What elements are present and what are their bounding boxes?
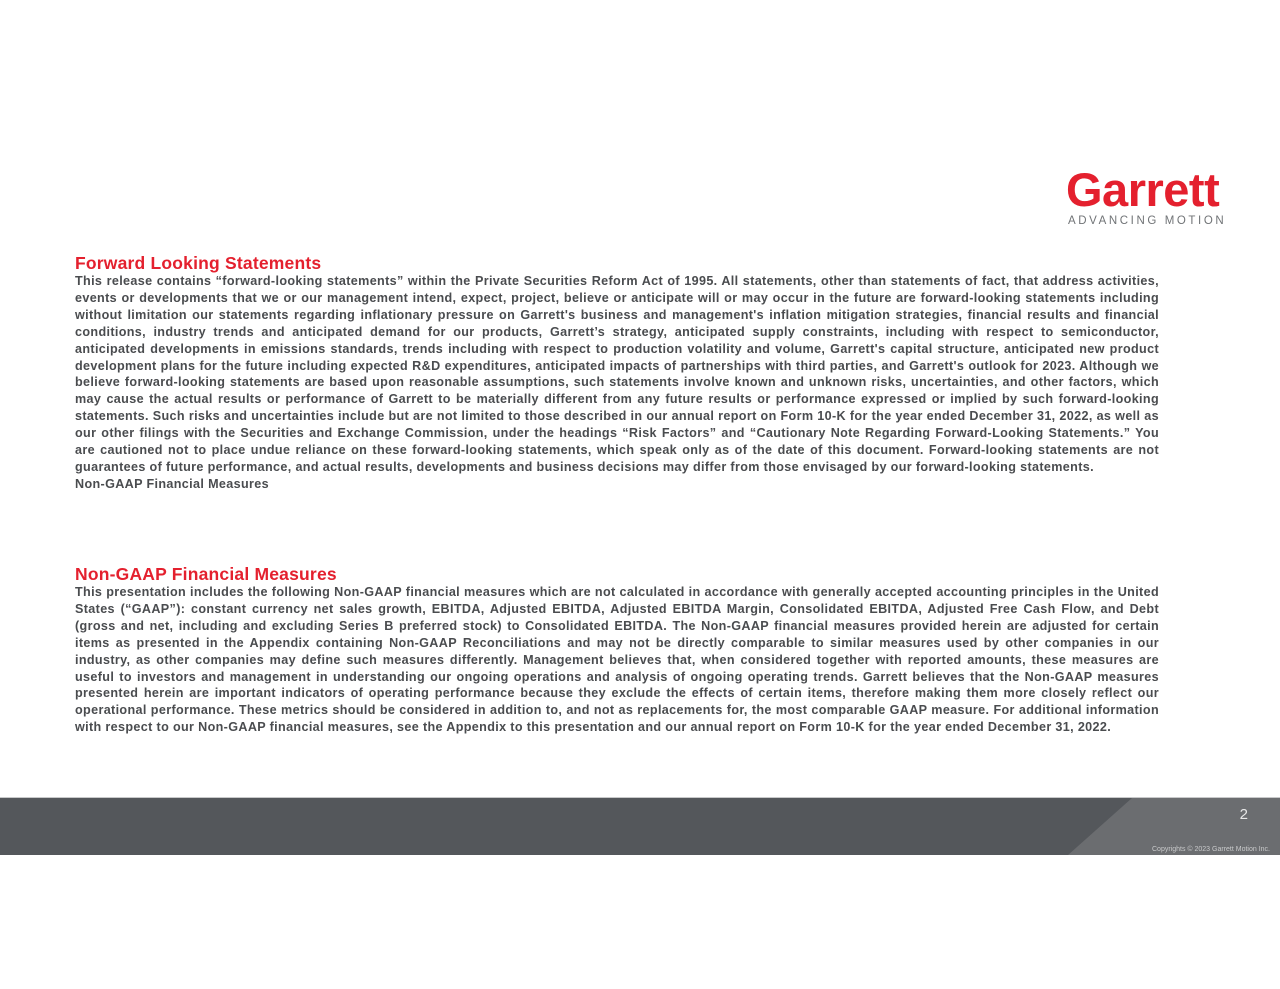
- footer-band: [0, 797, 1280, 855]
- section-body: This presentation includes the following Non-GAAP financial measures which are not calculated in accordance with generally accepted accounting principles in the United States (“GAAP”): constant currency net sales growth, EBITDA, Adjusted EBITDA, Adjusted EBITDA Margin, Consolidated EBITDA, Adjusted Free Cash Flow, and Debt (gross and net, including and excluding Series B preferred stock) to Consolidated EBITDA. The Non-GAAP financial measures provided herein are adjusted for certain items as presented in the Appendix containing Non-GAAP Reconciliations and may not be directly comparable to similar measures used by other companies in our industry, as other companies may define such measures differently. Management believes that, when considered together with reported amounts, these measures are useful to investors and management in understanding our ongoing operations and analysis of ongoing operating trends. Garrett believes that the Non-GAAP measures presented herein are important indicators of operating performance because they exclude the effects of certain items, therefore making them more closely reflect our operational performance. These metrics should be considered in addition to, and not as replacements for, the most comparable GAAP measure. For additional information with respect to our Non-GAAP financial measures, see the Appendix to this presentation and our annual report on Form 10-K for the year ended December 31, 2022.: [75, 585, 1159, 735]
- copyright-notice: Copyrights © 2023 Garrett Motion Inc.: [1152, 846, 1270, 853]
- section-title: Non-GAAP Financial Measures: [75, 564, 337, 584]
- section-subhead: Non-GAAP Financial Measures: [75, 476, 269, 491]
- logo-tagline: ADVANCING MOTION: [1068, 215, 1227, 227]
- forward-looking-statements-section: [75, 253, 1159, 493]
- non-gaap-section: [75, 564, 1159, 736]
- page-number: 2: [1239, 806, 1248, 823]
- garrett-logo: [1066, 163, 1244, 227]
- footer-diagonal-accent: [0, 798, 1280, 855]
- logo-wordmark: Garrett: [1066, 163, 1220, 216]
- section-body: This release contains “forward-looking statements” within the Private Securities Reform Act of 1995. All statements, other than statements of fact, that address activities, events or developments that we or our management intend, expect, project, believe or anticipate will or may occur in the future are forward-looking statements including without limitation our statements regarding inflationary pressure on Garrett's business and management's inflation mitigation strategies, financial results and financial conditions, industry trends and anticipated demand for our products, Garrett’s strategy, anticipated supply constraints, including with respect to semiconductor, anticipated developments in emissions standards, trends including with respect to production volatility and volume, Garrett's capital structure, anticipated new product development plans for the future including expected R&D expenditures, anticipated impacts of partnerships with third parties, and Garrett's outlook for 2023. Although we believe forward-looking statements are based upon reasonable assumptions, such statements involve known and unknown risks, uncertainties, and other factors, which may cause the actual results or performance of Garrett to be materially different from any future results or performance expressed or implied by such forward-looking statements. Such risks and uncertainties include but are not limited to those described in our annual report on Form 10-K for the year ended December 31, 2022, as well as our other filings with the Securities and Exchange Commission, under the headings “Risk Factors” and “Cautionary Note Regarding Forward-Looking Statements.” You are cautioned not to place undue reliance on these forward-looking statements, which speak only as of the date of this document. Forward-looking statements are not guarantees of future performance, and actual results, developments and business decisions may differ from those envisaged by our forward-looking statements.: [75, 274, 1159, 474]
- section-title: Forward Looking Statements: [75, 253, 322, 273]
